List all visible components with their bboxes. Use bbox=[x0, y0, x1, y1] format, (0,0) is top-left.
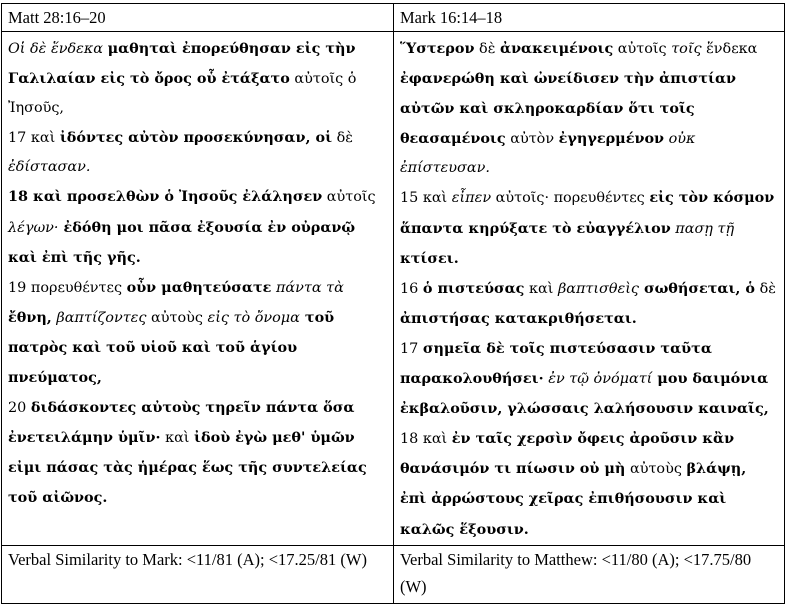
text-span: διδάσκοντες αὐτοὺς τηρεῖν πάντα ὅσα ἐνετειλάμην ὑμῖν· bbox=[8, 399, 355, 447]
text-span: οὐκ ἐπίστευσαν. bbox=[399, 131, 696, 177]
text-span: 17 bbox=[399, 340, 423, 357]
matthew-verse-20 bbox=[8, 393, 386, 513]
text-span: ἰδόντες αὐτὸν προσεκύνησαν, οἱ bbox=[59, 129, 333, 147]
mark-verse-14 bbox=[400, 34, 777, 183]
synoptic-comparison-table bbox=[1, 3, 785, 604]
footer-cell-mark bbox=[393, 545, 784, 603]
text-span: αὐτοῖς· πορευθέντες bbox=[491, 190, 650, 207]
text-span: 17 καὶ bbox=[8, 130, 60, 147]
mark-text-cell bbox=[393, 32, 784, 546]
text-span: εἰς τὸ ὄνομα bbox=[207, 309, 300, 326]
mark-reference: Mark 16:14–18 bbox=[399, 8, 503, 27]
text-span: ἐν ταῖς χερσὶν ὄφεις ἀροῦσιν κἂν θανάσιμόν τι πίωσιν οὐ μὴ bbox=[399, 430, 735, 478]
mark-passage bbox=[400, 32, 777, 545]
text-span: καὶ bbox=[160, 430, 195, 447]
text-span: μου δαιμόνια ἐκβαλοῦσιν, γλώσσαις λαλήσουσιν καιναῖς, bbox=[399, 370, 769, 418]
text-span: ἐν τῷ ὀνόματί bbox=[543, 371, 653, 388]
matthew-verse-17 bbox=[8, 123, 386, 182]
footer-cell-matthew bbox=[2, 545, 394, 603]
text-span: ὁ πιστεύσας bbox=[422, 279, 525, 297]
text-span: οὖν μαθητεύσατε bbox=[126, 278, 272, 296]
text-span: ἀνακειμένοις bbox=[500, 40, 614, 57]
footer-row bbox=[2, 545, 785, 603]
mark-verse-17 bbox=[400, 334, 777, 424]
text-span: τοῦ πατρὸς καὶ τοῦ υἱοῦ καὶ τοῦ ἁγίου πνεύματος, bbox=[8, 308, 335, 387]
header-cell-mark bbox=[393, 4, 784, 32]
text-span: βαπτίζοντες bbox=[51, 309, 147, 326]
text-span: δὲ bbox=[755, 280, 777, 297]
text-span: πασῃ τῇ bbox=[670, 220, 735, 237]
text-span: 20 bbox=[8, 400, 31, 417]
text-span: εἰς τὸν κόσμον ἅπαντα κηρύξατε τὸ εὐαγγέλιον bbox=[399, 189, 775, 237]
text-span: ἐγηγερμένον bbox=[558, 130, 665, 148]
text-span: καὶ bbox=[524, 280, 558, 297]
text-span: βαπτισθεὶς bbox=[557, 280, 639, 297]
text-span: αὐτοὺς bbox=[146, 309, 208, 326]
text-span: αὐτὸν bbox=[505, 131, 559, 148]
text-span: αὐτοῖς bbox=[322, 189, 376, 206]
text-span: ἀπιστήσας κατακριθήσεται. bbox=[399, 309, 637, 327]
text-span: αὐτοῖς bbox=[613, 41, 672, 57]
text-span: κτίσει. bbox=[399, 249, 459, 267]
text-span: 19 πορευθέντες bbox=[8, 279, 127, 296]
matthew-reference: Matt 28:16–20 bbox=[8, 8, 106, 27]
text-span: λέγων· bbox=[8, 219, 59, 236]
mark-verse-15 bbox=[400, 183, 777, 273]
text-span: ἐφανερώθη καὶ ὠνείδισεν τὴν ἀπιστίαν αὐτῶν καὶ σκληροκαρδίαν ὅτι τοῖς θεασαμένοις bbox=[399, 70, 737, 148]
matthew-verse-19 bbox=[8, 273, 386, 393]
text-span: πάντα τὰ bbox=[271, 279, 344, 296]
text-span: δὲ bbox=[474, 41, 500, 57]
text-span: μαθηταὶ ἐπορεύθησαν εἰς τὴν Γαλιλαίαν εἰς τὸ ὄρος οὗ ἐτάξατο bbox=[8, 40, 356, 88]
mark-verse-18 bbox=[400, 424, 777, 544]
similarity-to-matthew: Verbal Similarity to Matthew: <11/80 (A); <17.75/80 (W) bbox=[399, 549, 752, 596]
matthew-passage bbox=[8, 32, 386, 514]
text-span: ἐδόθη μοι πᾶσα ἐξουσία ἐν οὐρανῷ καὶ ἐπὶ τῆς γῆς. bbox=[8, 218, 356, 266]
text-span: ἰδοὺ ἐγὼ μεθ' ὑμῶν εἰμι πάσας τὰς ἡμέρας ἕως τῆς συντελείας τοῦ αἰῶνος. bbox=[8, 429, 367, 507]
mark-verse-16 bbox=[400, 274, 777, 334]
text-span: Οἱ δὲ ἕνδεκα bbox=[8, 41, 108, 57]
text-span: δὲ bbox=[332, 130, 354, 147]
text-span: 18 καὶ bbox=[399, 431, 452, 448]
header-row bbox=[2, 4, 785, 32]
text-span: τοῖς bbox=[671, 41, 702, 57]
text-span: αὐτοῖς ὁ Ἰησοῦς, bbox=[8, 71, 357, 117]
text-span: σημεῖα δὲ τοῖς πιστεύσασιν ταῦτα παρακολουθήσει· bbox=[399, 339, 712, 388]
text-span: 16 bbox=[399, 280, 423, 297]
text-span: 18 καὶ προσελθὼν ὁ Ἰησοῦς ἐλάλησεν bbox=[8, 188, 323, 206]
matthew-verse-16 bbox=[8, 34, 386, 123]
text-row bbox=[2, 32, 785, 546]
text-span: αὐτοὺς bbox=[625, 461, 687, 478]
similarity-to-mark: Verbal Similarity to Mark: <11/81 (A); <17.25/81 (W) bbox=[8, 549, 367, 569]
text-span: Ὕστερον bbox=[399, 40, 475, 57]
text-span: εἶπεν bbox=[451, 190, 492, 207]
text-span: ἔθνη, bbox=[8, 308, 52, 326]
text-span: ἐδίστασαν. bbox=[8, 159, 91, 176]
matthew-verse-18 bbox=[8, 182, 386, 272]
text-span: βλάψῃ, ἐπὶ ἀρρώστους χεῖρας ἐπιθήσουσιν καὶ καλῶς ἕξουσιν. bbox=[399, 460, 747, 538]
text-span: ἕνδεκα bbox=[701, 41, 758, 57]
matthew-text-cell bbox=[2, 32, 394, 546]
text-span: 15 καὶ bbox=[399, 190, 452, 207]
text-span: σωθήσεται, ὁ bbox=[638, 279, 756, 297]
header-cell-matthew bbox=[2, 4, 394, 32]
